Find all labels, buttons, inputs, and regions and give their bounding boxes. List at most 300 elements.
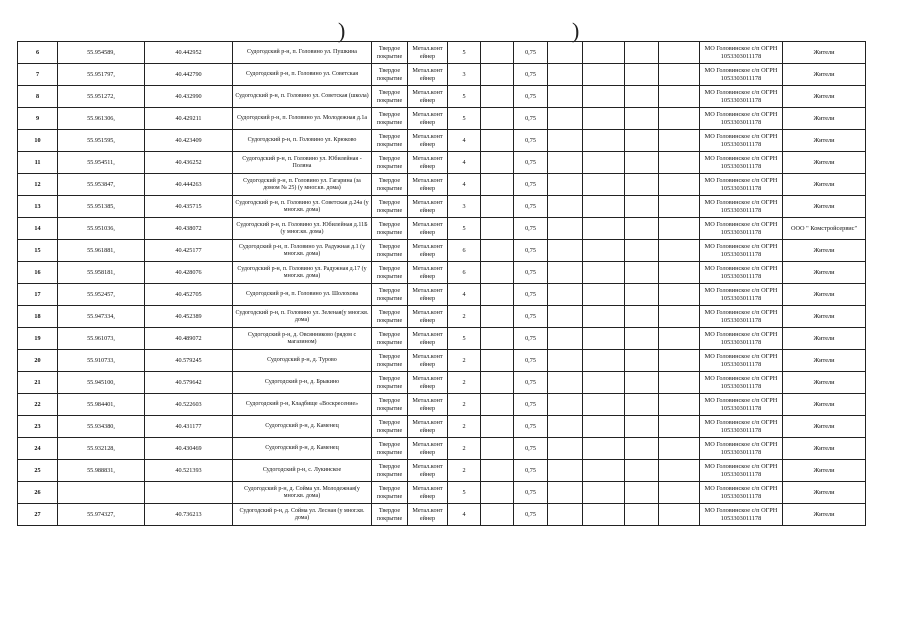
waste-source-cell: Жители (783, 130, 866, 152)
address-cell: Судогодский р-н, Кладбище «Воскресение» (233, 394, 372, 416)
waste-source-cell: ООО " Комстройсервис" (783, 218, 866, 240)
empty-cell (659, 504, 700, 526)
container-type-cell: Метал.конт ейнер (408, 130, 448, 152)
container-count-cell: 4 (448, 130, 481, 152)
empty-cell (625, 262, 659, 284)
empty-cell (583, 42, 625, 64)
longitude-cell: 40.444263 (145, 174, 233, 196)
container-type-cell: Метал.конт ейнер (408, 196, 448, 218)
empty-cell (481, 350, 514, 372)
empty-cell (583, 306, 625, 328)
latitude-cell: 55.961881, (58, 240, 145, 262)
waste-source-cell: Жители (783, 394, 866, 416)
container-count-cell: 4 (448, 504, 481, 526)
empty-cell (583, 328, 625, 350)
empty-cell (583, 262, 625, 284)
address-cell: Судогодский р-н, д. Каменец (233, 416, 372, 438)
empty-cell (659, 460, 700, 482)
latitude-cell: 55.952457, (58, 284, 145, 306)
empty-cell (548, 416, 583, 438)
longitude-cell: 40.432990 (145, 86, 233, 108)
row-number: 11 (18, 152, 58, 174)
empty-cell (659, 218, 700, 240)
latitude-cell: 55.951385, (58, 196, 145, 218)
address-cell: Судогодский р-н, д. Сойма ул. Лесная (у мног.кв. дома) (233, 504, 372, 526)
container-count-cell: 5 (448, 482, 481, 504)
empty-cell (548, 130, 583, 152)
address-cell: Судогодский р-н, п. Головино ул. Пушкина (233, 42, 372, 64)
address-cell: Судогодский р-н, п. Головино ул. Юбилейная - Поляна (233, 152, 372, 174)
empty-cell (481, 504, 514, 526)
table-row (18, 262, 866, 284)
container-volume-cell: 0,75 (514, 218, 548, 240)
latitude-cell: 55.961073, (58, 328, 145, 350)
empty-cell (625, 196, 659, 218)
waste-source-cell: Жители (783, 416, 866, 438)
latitude-cell: 55.954511, (58, 152, 145, 174)
row-number: 20 (18, 350, 58, 372)
table-row (18, 240, 866, 262)
empty-cell (625, 460, 659, 482)
surface-cell: Твердое покрытие (372, 262, 408, 284)
row-number: 12 (18, 174, 58, 196)
table-row (18, 42, 866, 64)
table-row (18, 460, 866, 482)
latitude-cell: 55.951036, (58, 218, 145, 240)
container-type-cell: Метал.конт ейнер (408, 42, 448, 64)
container-count-cell: 2 (448, 394, 481, 416)
empty-cell (548, 218, 583, 240)
container-volume-cell: 0,75 (514, 196, 548, 218)
latitude-cell: 55.974327, (58, 504, 145, 526)
container-volume-cell: 0,75 (514, 262, 548, 284)
empty-cell (548, 306, 583, 328)
latitude-cell: 55.945100, (58, 372, 145, 394)
row-number: 10 (18, 130, 58, 152)
empty-cell (481, 328, 514, 350)
binder-hole-mark-right: ) (572, 18, 580, 43)
row-number: 19 (18, 328, 58, 350)
table-row (18, 218, 866, 240)
empty-cell (583, 372, 625, 394)
empty-cell (625, 504, 659, 526)
container-count-cell: 2 (448, 306, 481, 328)
empty-cell (625, 394, 659, 416)
empty-cell (659, 64, 700, 86)
owner-cell: МО Головинское с/п ОГРН 1053303011178 (700, 416, 783, 438)
empty-cell (481, 64, 514, 86)
address-cell: Судогодский р-н, д. Турово (233, 350, 372, 372)
empty-cell (548, 174, 583, 196)
empty-cell (583, 460, 625, 482)
empty-cell (481, 262, 514, 284)
container-type-cell: Метал.конт ейнер (408, 240, 448, 262)
container-type-cell: Метал.конт ейнер (408, 174, 448, 196)
empty-cell (548, 394, 583, 416)
empty-cell (481, 438, 514, 460)
row-number: 25 (18, 460, 58, 482)
empty-cell (548, 86, 583, 108)
table-row (18, 482, 866, 504)
container-volume-cell: 0,75 (514, 416, 548, 438)
waste-source-cell: Жители (783, 240, 866, 262)
row-number: 9 (18, 108, 58, 130)
empty-cell (659, 196, 700, 218)
empty-cell (548, 262, 583, 284)
container-type-cell: Метал.конт ейнер (408, 482, 448, 504)
latitude-cell: 55.984401, (58, 394, 145, 416)
address-cell: Судогодский р-н, п. Головино ул. Молодежная д.1а (233, 108, 372, 130)
empty-cell (583, 64, 625, 86)
table-row (18, 328, 866, 350)
latitude-cell: 55.954589, (58, 42, 145, 64)
surface-cell: Твердое покрытие (372, 196, 408, 218)
table-row (18, 64, 866, 86)
container-type-cell: Метал.конт ейнер (408, 372, 448, 394)
container-count-cell: 5 (448, 42, 481, 64)
waste-source-cell: Жители (783, 64, 866, 86)
container-volume-cell: 0,75 (514, 394, 548, 416)
container-count-cell: 2 (448, 350, 481, 372)
owner-cell: МО Головинское с/п ОГРН 1053303011178 (700, 438, 783, 460)
empty-cell (481, 240, 514, 262)
empty-cell (625, 42, 659, 64)
longitude-cell: 40.435715 (145, 196, 233, 218)
table-row (18, 86, 866, 108)
longitude-cell: 40.736213 (145, 504, 233, 526)
row-number: 8 (18, 86, 58, 108)
empty-cell (481, 218, 514, 240)
longitude-cell: 40.579642 (145, 372, 233, 394)
empty-cell (548, 372, 583, 394)
container-count-cell: 3 (448, 196, 481, 218)
container-type-cell: Метал.конт ейнер (408, 460, 448, 482)
address-cell: Судогодский р-н, д. Каменец (233, 438, 372, 460)
longitude-cell: 40.522603 (145, 394, 233, 416)
container-volume-cell: 0,75 (514, 174, 548, 196)
row-number: 22 (18, 394, 58, 416)
empty-cell (659, 350, 700, 372)
container-count-cell: 2 (448, 372, 481, 394)
empty-cell (583, 108, 625, 130)
table-row (18, 108, 866, 130)
container-volume-cell: 0,75 (514, 504, 548, 526)
container-count-cell: 2 (448, 438, 481, 460)
empty-cell (583, 130, 625, 152)
empty-cell (548, 482, 583, 504)
address-cell: Судогодский р-н, п. Головино ул. Юбилейная д.11Б (у мног.кв. дома) (233, 218, 372, 240)
surface-cell: Твердое покрытие (372, 482, 408, 504)
waste-source-cell: Жители (783, 262, 866, 284)
empty-cell (548, 196, 583, 218)
empty-cell (625, 350, 659, 372)
container-volume-cell: 0,75 (514, 42, 548, 64)
longitude-cell: 40.431177 (145, 416, 233, 438)
longitude-cell: 40.438072 (145, 218, 233, 240)
container-volume-cell: 0,75 (514, 130, 548, 152)
row-number: 16 (18, 262, 58, 284)
row-number: 13 (18, 196, 58, 218)
address-cell: Судогодский р-н, д. Брыкино (233, 372, 372, 394)
surface-cell: Твердое покрытие (372, 240, 408, 262)
empty-cell (659, 438, 700, 460)
address-cell: Судогодский р-н, п. Головино ул. Советская (школа) (233, 86, 372, 108)
empty-cell (625, 284, 659, 306)
row-number: 23 (18, 416, 58, 438)
longitude-cell: 40.452389 (145, 306, 233, 328)
empty-cell (659, 306, 700, 328)
owner-cell: МО Головинское с/п ОГРН 1053303011178 (700, 130, 783, 152)
latitude-cell: 55.951272, (58, 86, 145, 108)
table-row (18, 394, 866, 416)
empty-cell (481, 86, 514, 108)
empty-cell (548, 328, 583, 350)
longitude-cell: 40.452705 (145, 284, 233, 306)
owner-cell: МО Головинское с/п ОГРН 1053303011178 (700, 394, 783, 416)
empty-cell (625, 306, 659, 328)
latitude-cell: 55.951797, (58, 64, 145, 86)
owner-cell: МО Головинское с/п ОГРН 1053303011178 (700, 284, 783, 306)
row-number: 21 (18, 372, 58, 394)
owner-cell: МО Головинское с/п ОГРН 1053303011178 (700, 240, 783, 262)
longitude-cell: 40.430469 (145, 438, 233, 460)
surface-cell: Твердое покрытие (372, 350, 408, 372)
table-body (18, 42, 866, 526)
container-count-cell: 2 (448, 416, 481, 438)
container-volume-cell: 0,75 (514, 86, 548, 108)
empty-cell (659, 42, 700, 64)
surface-cell: Твердое покрытие (372, 86, 408, 108)
container-count-cell: 5 (448, 218, 481, 240)
container-type-cell: Метал.конт ейнер (408, 394, 448, 416)
surface-cell: Твердое покрытие (372, 42, 408, 64)
waste-source-cell: Жители (783, 460, 866, 482)
container-type-cell: Метал.конт ейнер (408, 306, 448, 328)
empty-cell (548, 240, 583, 262)
row-number: 14 (18, 218, 58, 240)
table-row (18, 372, 866, 394)
container-count-cell: 4 (448, 152, 481, 174)
address-cell: Судогодский р-н, д. Овсянниково (рядом с магазином) (233, 328, 372, 350)
empty-cell (548, 350, 583, 372)
waste-source-cell: Жители (783, 196, 866, 218)
owner-cell: МО Головинское с/п ОГРН 1053303011178 (700, 306, 783, 328)
empty-cell (583, 86, 625, 108)
empty-cell (481, 152, 514, 174)
empty-cell (548, 42, 583, 64)
empty-cell (481, 130, 514, 152)
empty-cell (481, 416, 514, 438)
waste-source-cell: Жители (783, 350, 866, 372)
container-type-cell: Метал.конт ейнер (408, 416, 448, 438)
waste-source-cell: Жители (783, 152, 866, 174)
empty-cell (481, 372, 514, 394)
empty-cell (481, 394, 514, 416)
empty-cell (659, 262, 700, 284)
container-volume-cell: 0,75 (514, 108, 548, 130)
address-cell: Судогодский р-н, п. Головино ул. Советская д.24а (у мног.кв. дома) (233, 196, 372, 218)
surface-cell: Твердое покрытие (372, 108, 408, 130)
surface-cell: Твердое покрытие (372, 306, 408, 328)
container-type-cell: Метал.конт ейнер (408, 86, 448, 108)
empty-cell (659, 328, 700, 350)
owner-cell: МО Головинское с/п ОГРН 1053303011178 (700, 218, 783, 240)
empty-cell (659, 174, 700, 196)
longitude-cell: 40.521393 (145, 460, 233, 482)
container-count-cell: 3 (448, 64, 481, 86)
container-type-cell: Метал.конт ейнер (408, 108, 448, 130)
owner-cell: МО Головинское с/п ОГРН 1053303011178 (700, 42, 783, 64)
empty-cell (659, 108, 700, 130)
container-volume-cell: 0,75 (514, 328, 548, 350)
container-count-cell: 4 (448, 284, 481, 306)
container-type-cell: Метал.конт ейнер (408, 64, 448, 86)
address-cell: Судогодский р-н, п. Головино ул. Зеленая(у мног.кв. дома) (233, 306, 372, 328)
surface-cell: Твердое покрытие (372, 284, 408, 306)
waste-source-cell: Жители (783, 108, 866, 130)
empty-cell (625, 108, 659, 130)
table-row (18, 130, 866, 152)
empty-cell (583, 504, 625, 526)
waste-source-cell: Жители (783, 372, 866, 394)
empty-cell (583, 174, 625, 196)
latitude-cell (58, 482, 145, 504)
container-count-cell: 5 (448, 328, 481, 350)
surface-cell: Твердое покрытие (372, 152, 408, 174)
container-volume-cell: 0,75 (514, 306, 548, 328)
owner-cell: МО Головинское с/п ОГРН 1053303011178 (700, 86, 783, 108)
empty-cell (625, 152, 659, 174)
container-volume-cell: 0,75 (514, 372, 548, 394)
container-count-cell: 5 (448, 108, 481, 130)
waste-source-cell: Жители (783, 86, 866, 108)
longitude-cell: 40.436252 (145, 152, 233, 174)
waste-source-cell: Жители (783, 482, 866, 504)
latitude-cell: 55.947334, (58, 306, 145, 328)
empty-cell (548, 152, 583, 174)
empty-cell (625, 438, 659, 460)
longitude-cell: 40.442790 (145, 64, 233, 86)
empty-cell (659, 416, 700, 438)
empty-cell (659, 482, 700, 504)
surface-cell: Твердое покрытие (372, 218, 408, 240)
address-cell: Судогодский р-н, п. Головино ул. Радужная д.1 (у мног.кв. дома) (233, 240, 372, 262)
owner-cell: МО Головинское с/п ОГРН 1053303011178 (700, 504, 783, 526)
empty-cell (548, 460, 583, 482)
surface-cell: Твердое покрытие (372, 460, 408, 482)
container-volume-cell: 0,75 (514, 152, 548, 174)
empty-cell (548, 438, 583, 460)
owner-cell: МО Головинское с/п ОГРН 1053303011178 (700, 152, 783, 174)
empty-cell (659, 394, 700, 416)
empty-cell (481, 306, 514, 328)
container-type-cell: Метал.конт ейнер (408, 262, 448, 284)
surface-cell: Твердое покрытие (372, 504, 408, 526)
empty-cell (583, 196, 625, 218)
empty-cell (481, 482, 514, 504)
longitude-cell (145, 482, 233, 504)
empty-cell (659, 152, 700, 174)
empty-cell (625, 372, 659, 394)
latitude-cell: 55.934380, (58, 416, 145, 438)
binder-hole-mark-left: ) (338, 18, 346, 43)
owner-cell: МО Головинское с/п ОГРН 1053303011178 (700, 64, 783, 86)
owner-cell: МО Головинское с/п ОГРН 1053303011178 (700, 196, 783, 218)
container-count-cell: 4 (448, 174, 481, 196)
container-volume-cell: 0,75 (514, 284, 548, 306)
empty-cell (583, 240, 625, 262)
row-number: 24 (18, 438, 58, 460)
address-cell: Судогодский р-н, с. Лукинское (233, 460, 372, 482)
row-number: 18 (18, 306, 58, 328)
row-number: 15 (18, 240, 58, 262)
waste-source-cell: Жители (783, 328, 866, 350)
empty-cell (625, 328, 659, 350)
table-row (18, 196, 866, 218)
empty-cell (583, 218, 625, 240)
latitude-cell: 55.953847, (58, 174, 145, 196)
empty-cell (583, 284, 625, 306)
latitude-cell: 55.988831, (58, 460, 145, 482)
container-count-cell: 5 (448, 86, 481, 108)
container-type-cell: Метал.конт ейнер (408, 350, 448, 372)
table-row (18, 350, 866, 372)
surface-cell: Твердое покрытие (372, 64, 408, 86)
empty-cell (625, 482, 659, 504)
empty-cell (548, 108, 583, 130)
container-type-cell: Метал.конт ейнер (408, 328, 448, 350)
empty-cell (481, 196, 514, 218)
empty-cell (659, 130, 700, 152)
empty-cell (625, 64, 659, 86)
owner-cell: МО Головинское с/п ОГРН 1053303011178 (700, 372, 783, 394)
latitude-cell: 55.958181, (58, 262, 145, 284)
empty-cell (583, 416, 625, 438)
owner-cell: МО Головинское с/п ОГРН 1053303011178 (700, 482, 783, 504)
empty-cell (625, 174, 659, 196)
empty-cell (625, 240, 659, 262)
surface-cell: Твердое покрытие (372, 328, 408, 350)
container-type-cell: Метал.конт ейнер (408, 152, 448, 174)
waste-source-cell: Жители (783, 438, 866, 460)
empty-cell (583, 394, 625, 416)
address-cell: Судогодский р-н, п. Головино ул. Крюково (233, 130, 372, 152)
waste-source-cell: Жители (783, 306, 866, 328)
empty-cell (583, 152, 625, 174)
table-row (18, 416, 866, 438)
surface-cell: Твердое покрытие (372, 174, 408, 196)
owner-cell: МО Головинское с/п ОГРН 1053303011178 (700, 460, 783, 482)
surface-cell: Твердое покрытие (372, 394, 408, 416)
address-cell: Судогодский р-н, п. Головино ул. Гагарина (за домом № 25) (у мног.кв. дома) (233, 174, 372, 196)
empty-cell (625, 416, 659, 438)
empty-cell (481, 108, 514, 130)
container-volume-cell: 0,75 (514, 240, 548, 262)
table-row (18, 284, 866, 306)
latitude-cell: 55.932128, (58, 438, 145, 460)
row-number: 17 (18, 284, 58, 306)
empty-cell (659, 284, 700, 306)
surface-cell: Твердое покрытие (372, 130, 408, 152)
container-volume-cell: 0,75 (514, 460, 548, 482)
empty-cell (548, 504, 583, 526)
surface-cell: Твердое покрытие (372, 372, 408, 394)
latitude-cell: 55.951595, (58, 130, 145, 152)
container-volume-cell: 0,75 (514, 438, 548, 460)
surface-cell: Твердое покрытие (372, 438, 408, 460)
surface-cell: Твердое покрытие (372, 416, 408, 438)
owner-cell: МО Головинское с/п ОГРН 1053303011178 (700, 262, 783, 284)
